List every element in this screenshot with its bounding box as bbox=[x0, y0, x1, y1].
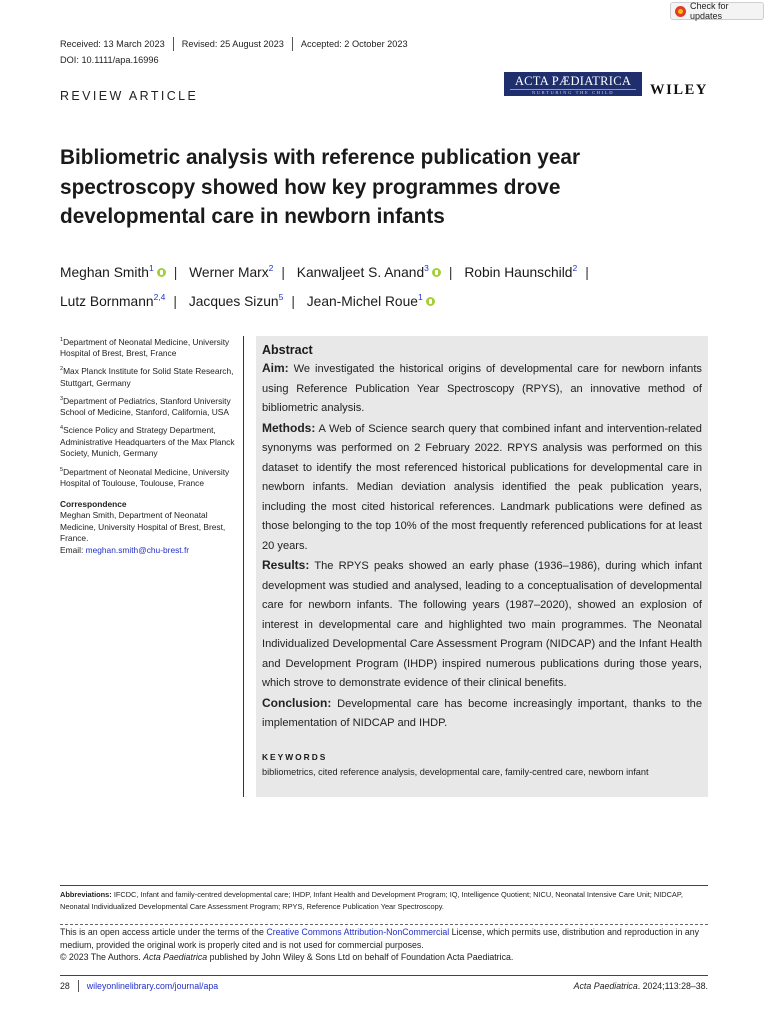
abstract-conclusion: Conclusion: Developmental care has become increasingly important, thanks to the implementation of NIDCAP and IHDP. bbox=[262, 695, 702, 729]
divider bbox=[60, 885, 708, 886]
abstract-methods: Methods: A Web of Science search query that combined infant and intervention-related synonyms was performed on 2 February 2022. RPYS analysis was performed on this dataset to identify the most referenced historical publications for developmental care in newborn infants. Median deviation analysis identified the peak publication years, including the most cited historical references. Landmark publications were defined as those belonging to the top 10% of the most frequently referenced publications for at least 20 years. bbox=[262, 420, 702, 552]
received-date: Received: 13 March 2023 bbox=[60, 39, 165, 49]
page-number: 28 bbox=[60, 981, 70, 991]
journal-url-link[interactable]: wileyonlinelibrary.com/journal/apa bbox=[86, 981, 219, 991]
abstract-aim: Aim: We investigated the historical origins of developmental care for newborn infants using Reference Publication Year Spectroscopy (RPYS), an innovative method of bibliometric analysis. bbox=[262, 361, 702, 414]
author[interactable]: Jean-Michel Roue$^1$ bbox=[307, 294, 435, 309]
keywords: bibliometrics, cited reference analysis, developmental care, family-centred care, newborn infant bbox=[262, 766, 649, 777]
abbreviations: Abbreviations: IFCDC, Infant and family-centred developmental care; IHDP, Infant Health and Development Program; IQ, Intelligence Quotient; NICU, Neonatal Intensive Care Unit; NIDCAP, Neonatal Individualized Developmental Care Assessment Program; RPYS, Reference Publication Year Spectroscopy. bbox=[60, 890, 683, 911]
divider bbox=[292, 37, 293, 51]
author[interactable]: Meghan Smith$^1$ bbox=[60, 265, 166, 280]
email-link[interactable]: meghan.smith@chu-brest.fr bbox=[85, 544, 190, 555]
license-link[interactable]: Creative Commons Attribution-NonCommercial bbox=[266, 927, 450, 937]
affiliation: $^1$Department of Neonatal Medicine, University Hospital of Brest, Brest, France bbox=[60, 336, 230, 359]
journal-logo-tagline: NURTURING THE CHILD bbox=[510, 89, 636, 96]
author[interactable]: Robin Haunschild$^2$ bbox=[464, 263, 578, 280]
divider bbox=[60, 924, 708, 925]
crossmark-icon bbox=[675, 6, 686, 17]
affiliation: $^4$Science Policy and Strategy Department, Administrative Headquarters of the Max Planck Society, Munich, Germany bbox=[60, 425, 235, 459]
orcid-icon[interactable] bbox=[432, 268, 441, 277]
affiliation: $^2$Max Planck Institute for Solid State Research, Stuttgart, Germany bbox=[60, 366, 234, 388]
page-footer bbox=[60, 980, 708, 992]
divider bbox=[78, 980, 79, 992]
correspondence: Correspondence Meghan Smith, Department of Neonatal Medicine, University Hospital of Brest, Brest, France. Email: meghan.smith@chu-brest.fr bbox=[60, 498, 226, 555]
author[interactable]: Kanwaljeet S. Anand$^3$ bbox=[297, 265, 441, 280]
abstract-results: Results: The RPYS peaks showed an early phase (1936–1986), during which infant development was studied and analysed, leading to a conceptualisation of developmental care for newborn infants. The following years (1987–2020), showed an explosion of interest in developmental care and highlighted two main programmes. The Neonatal Individualized Developmental Care Assessment Program (NIDCAP) and the Infant Health and Development Program (IHDP) inspired numerous publications during those years, which strove to demonstrate evidence of their clinical benefits. bbox=[262, 558, 702, 689]
open-access-notice: This is an open access article under the terms of the Creative Commons Attribution-NonCommercial License, which permits use, distribution and reproduction in any medium, provided the original work is properly cited and is not used for commercial purposes. © 2023 The Authors. Acta Paediatrica published by John Wiley & Sons Ltd on behalf of Foundation Acta Paediatrica. bbox=[60, 927, 700, 963]
correspondence-heading: Correspondence bbox=[60, 498, 127, 509]
author[interactable]: Werner Marx$^2$ bbox=[189, 263, 274, 280]
check-for-updates-button[interactable] bbox=[670, 2, 764, 20]
article-type: REVIEW ARTICLE bbox=[60, 89, 199, 103]
divider bbox=[173, 37, 174, 51]
publisher-logo: WILEY bbox=[650, 82, 708, 98]
article-dates bbox=[60, 37, 408, 51]
author-list: Meghan Smith$^1$ | Werner Marx$^2$ | Kanwaljeet S. Anand$^3$ | Robin Haunschild$^2$ | Lutz Bornmann$^{2,4}$ | Jacques Sizun$^5$ | Jean-Michel Roue$^1$ bbox=[60, 263, 589, 309]
citation: Acta Paediatrica. 2024;113:28–38. bbox=[573, 981, 708, 991]
keywords-heading: KEYWORDS bbox=[262, 751, 328, 762]
accepted-date: Accepted: 2 October 2023 bbox=[300, 39, 408, 49]
revised-date: Revised: 25 August 2023 bbox=[181, 39, 284, 49]
affiliation: $^5$Department of Neonatal Medicine, University Hospital of Toulouse, Toulouse, France bbox=[60, 466, 230, 488]
doi: DOI: 10.1111/apa.16996 bbox=[60, 55, 159, 65]
author[interactable]: Lutz Bornmann$^{2,4}$ bbox=[60, 292, 166, 309]
affiliations bbox=[60, 335, 238, 556]
journal-logo bbox=[504, 72, 642, 96]
check-for-updates-label: Check for updates bbox=[690, 1, 729, 21]
affiliation: $^3$Department of Pediatrics, Stanford University School of Medicine, Stanford, California, USA bbox=[60, 395, 231, 418]
journal-logo-text: ACTA PÆDIATRICA bbox=[514, 74, 632, 88]
correspondence-text: Meghan Smith, Department of Neonatal Medicine, University Hospital of Brest, Brest, France. bbox=[60, 510, 226, 544]
abstract-box bbox=[256, 336, 708, 797]
divider bbox=[60, 975, 708, 976]
orcid-icon[interactable] bbox=[426, 297, 435, 306]
abstract-heading: Abstract bbox=[262, 343, 313, 357]
article-title: Bibliometric analysis with reference publication year spectroscopy showed how key programmes drove developmental care in newborn infants bbox=[60, 146, 581, 228]
author[interactable]: Jacques Sizun$^5$ bbox=[188, 292, 284, 309]
orcid-icon[interactable] bbox=[157, 268, 166, 277]
column-divider bbox=[243, 336, 244, 797]
